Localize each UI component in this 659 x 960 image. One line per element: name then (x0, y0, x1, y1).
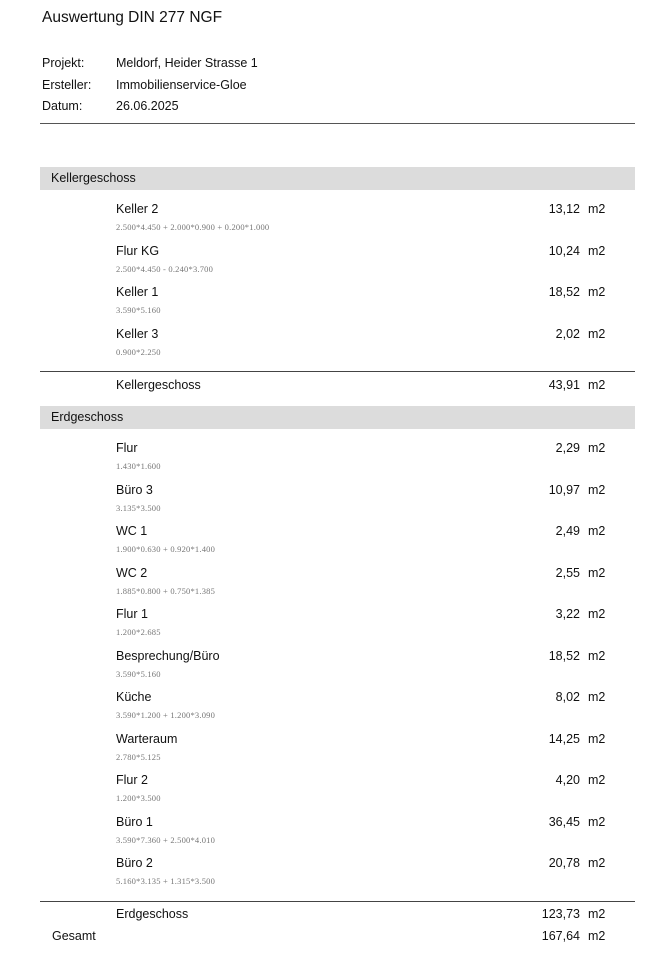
area-unit: m2 (588, 929, 606, 943)
room-name: Flur 2 (116, 773, 148, 787)
room-name: Warteraum (116, 731, 178, 746)
meta-value: Meldorf, Heider Strasse 1 (116, 56, 258, 70)
room-area: 13,12 (548, 202, 580, 216)
room-name: Keller 1 (116, 285, 159, 299)
room-row (116, 285, 616, 327)
room-formula: 1.200*2.685 (116, 627, 161, 637)
room-area: 18,52 (548, 285, 580, 299)
subtotal-label: Erdgeschoss (116, 907, 189, 921)
section-header: Erdgeschoss (40, 406, 635, 429)
room-name: Besprechung/Büro (116, 648, 220, 663)
room-row (116, 202, 616, 244)
meta-row-author (42, 78, 258, 100)
meta-value: 26.06.2025 (116, 99, 179, 113)
room-formula: 1.430*1.600 (116, 461, 161, 471)
room-row (116, 856, 616, 898)
area-unit: m2 (588, 907, 606, 921)
area-unit: m2 (588, 690, 606, 704)
meta-row-date (42, 99, 258, 121)
section-header: Kellergeschoss (40, 167, 635, 190)
report-title: Auswertung DIN 277 NGF (42, 9, 223, 26)
room-row (116, 244, 616, 286)
room-formula: 3.135*3.500 (116, 502, 161, 513)
room-row (116, 483, 616, 525)
area-unit: m2 (588, 731, 606, 746)
room-formula: 1.900*0.630 + 0.920*1.400 (116, 544, 216, 554)
room-row (116, 649, 616, 691)
subtotal-label: Kellergeschoss (116, 378, 201, 392)
total-value: 167,64 (541, 929, 580, 943)
room-area: 2,49 (555, 524, 580, 538)
total-label: Gesamt (52, 929, 96, 943)
room-row (116, 815, 616, 857)
area-unit: m2 (588, 285, 606, 299)
area-unit: m2 (588, 856, 606, 870)
room-row (116, 524, 616, 566)
subtotal-row (116, 907, 616, 925)
room-area: 4,20 (555, 773, 580, 787)
area-unit: m2 (588, 648, 606, 663)
room-row (116, 607, 616, 649)
room-area: 10,24 (548, 243, 580, 258)
room-formula: 2.500*4.450 - 0.240*3.700 (116, 263, 214, 274)
room-area: 10,97 (548, 482, 580, 497)
subtotal-divider (40, 371, 635, 372)
room-area: 2,02 (555, 326, 580, 341)
room-area: 14,25 (548, 731, 580, 746)
room-formula: 5.160*3.135 + 1.315*3.500 (116, 876, 216, 886)
room-area: 2,29 (555, 441, 580, 455)
room-name: Flur (116, 441, 138, 455)
room-name: Keller 3 (116, 326, 159, 341)
room-name: Küche (116, 690, 152, 704)
meta-value: Immobilienservice-Gloe (116, 77, 247, 92)
room-name: Flur KG (116, 243, 160, 258)
area-unit: m2 (588, 814, 606, 829)
area-unit: m2 (588, 202, 606, 216)
subtotal-row (116, 378, 616, 396)
meta-row-project (42, 56, 258, 78)
room-name: WC 1 (116, 524, 148, 538)
area-unit: m2 (588, 524, 606, 538)
room-formula: 3.590*1.200 + 1.200*3.090 (116, 710, 216, 720)
room-row (116, 566, 616, 608)
room-row (116, 327, 616, 369)
header-divider (40, 123, 635, 124)
room-area: 3,22 (555, 607, 580, 621)
area-unit: m2 (588, 326, 606, 341)
subtotal-value: 43,91 (548, 378, 580, 392)
area-unit: m2 (588, 607, 606, 621)
room-name: WC 2 (116, 565, 148, 580)
area-unit: m2 (588, 773, 606, 787)
area-unit: m2 (588, 441, 606, 455)
room-name: Büro 1 (116, 814, 153, 829)
room-name: Flur 1 (116, 607, 148, 621)
room-formula: 3.590*5.160 (116, 668, 161, 679)
meta-key: Datum: (42, 99, 83, 113)
area-unit: m2 (588, 243, 606, 258)
area-unit: m2 (588, 378, 606, 392)
room-formula: 3.590*5.160 (116, 305, 161, 315)
room-formula: 1.885*0.800 + 0.750*1.385 (116, 585, 216, 596)
report-meta (42, 56, 258, 121)
room-formula: 1.200*3.500 (116, 793, 161, 803)
room-area: 8,02 (555, 690, 580, 704)
room-row (116, 732, 616, 774)
room-formula: 2.500*4.450 + 2.000*0.900 + 0.200*1.000 (116, 222, 270, 232)
room-formula: 3.590*7.360 + 2.500*4.010 (116, 834, 216, 845)
room-area: 18,52 (548, 648, 580, 663)
area-unit: m2 (588, 565, 606, 580)
area-unit: m2 (588, 482, 606, 497)
room-area: 2,55 (555, 565, 580, 580)
room-formula: 2.780*5.125 (116, 751, 161, 762)
room-row (116, 441, 616, 483)
subtotal-divider (40, 901, 635, 902)
meta-key: Projekt: (42, 56, 85, 70)
room-row (116, 690, 616, 732)
room-row (116, 773, 616, 815)
room-area: 20,78 (548, 856, 580, 870)
room-area: 36,45 (548, 814, 580, 829)
total-row (52, 929, 616, 947)
room-name: Keller 2 (116, 202, 159, 216)
room-name: Büro 3 (116, 482, 153, 497)
meta-key: Ersteller: (42, 77, 92, 92)
room-name: Büro 2 (116, 856, 153, 870)
room-formula: 0.900*2.250 (116, 346, 161, 357)
subtotal-value: 123,73 (541, 907, 580, 921)
